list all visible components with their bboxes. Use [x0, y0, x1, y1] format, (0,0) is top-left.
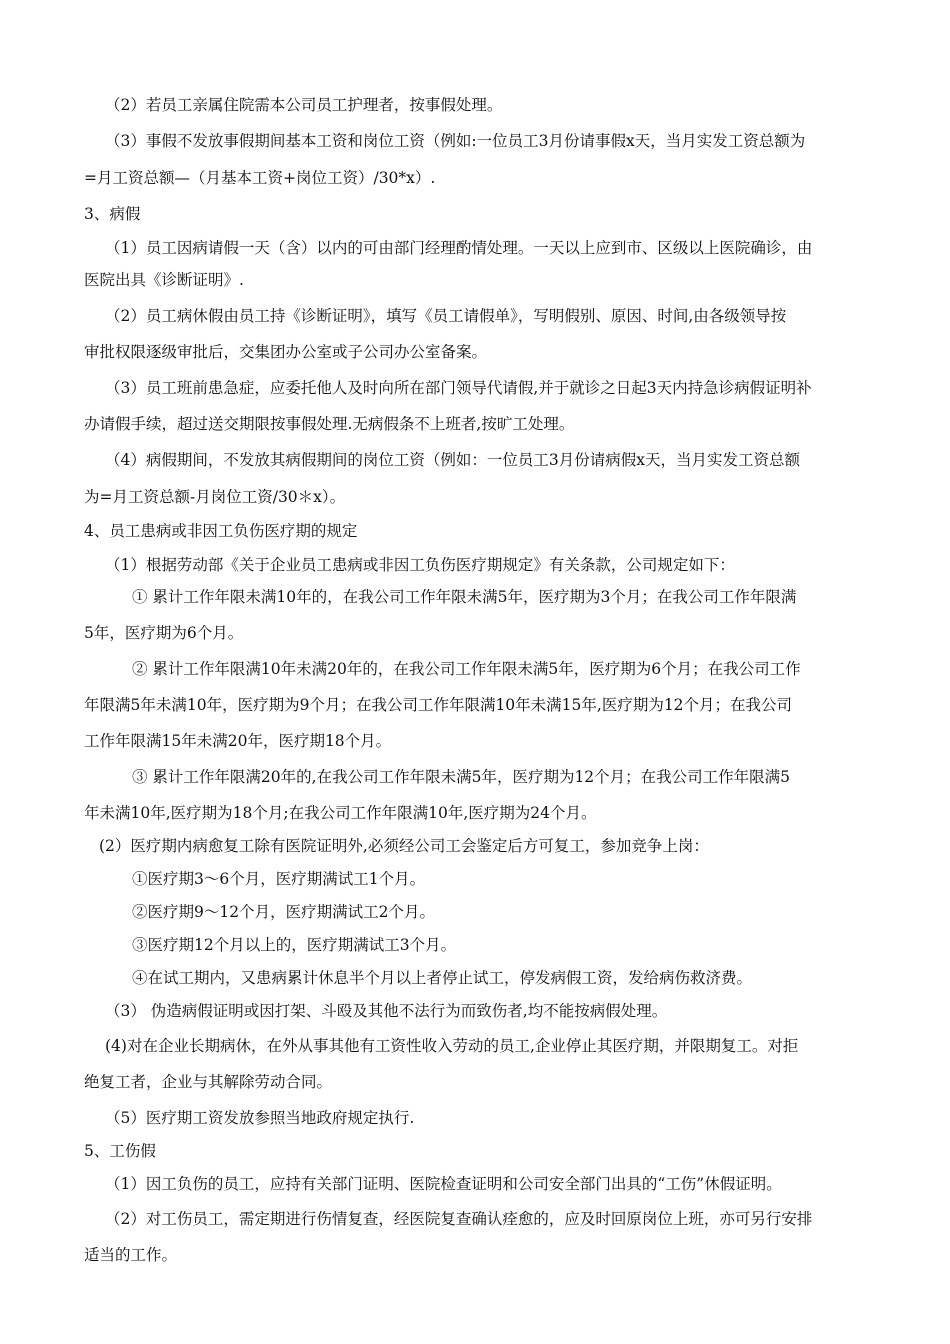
text-line: 办请假手续，超过送交期限按事假处理.无病假条不上班者,按旷工处理。	[84, 415, 575, 433]
text-line: 审批权限逐级审批后，交集团办公室或子公司办公室备案。	[84, 343, 488, 361]
text-line: （1）因工负伤的员工，应持有关部门证明、医院检查证明和公司安全部门出具的“工伤”休假证明。	[105, 1175, 782, 1193]
text-line: ①医疗期3～6个月，医疗期满试工1个月。	[132, 870, 426, 888]
text-line: 5年，医疗期为6个月。	[84, 624, 244, 642]
text-line: ④在试工期内，又患病累计休息半个月以上者停止试工，停发病假工资，发给病伤救济费。	[132, 969, 753, 987]
text-line: （2）若员工亲属住院需本公司员工护理者，按事假处理。	[105, 96, 503, 114]
text-line: （3）员工班前患急症，应委托他人及时向所在部门领导代请假,并于就诊之日起3天内持急诊病假证明补	[105, 379, 812, 397]
text-line: (2）医疗期内病愈复工除有医院证明外,必须经公司工会鉴定后方可复工，参加竞争上岗：	[99, 837, 709, 855]
text-line: 绝复工者，企业与其解除劳动合同。	[84, 1073, 333, 1091]
text-line: ② 累计工作年限满10年未满20年的，在我公司工作年限未满5年，医疗期为6个月；在我公司工作	[132, 660, 801, 678]
text-line: 为=月工资总额-月岗位工资/30＊x）。	[84, 488, 346, 506]
text-line: ②医疗期9～12个月，医疗期满试工2个月。	[132, 903, 435, 921]
text-line: （3）事假不发放事假期间基本工资和岗位工资（例如:一位员工3月份请事假x天，当月实发工资总额为	[105, 132, 806, 150]
text-line: （2）员工病休假由员工持《诊断证明》，填写《员工请假单》，写明假别、原因、时间,由各级领导按	[105, 307, 787, 325]
text-line: ③ 累计工作年限满20年的,在我公司工作年限未满5年，医疗期为12个月；在我公司工作年限满5	[132, 768, 791, 786]
text-line: 年未满10年,医疗期为18个月;在我公司工作年限满10年,医疗期为24个月。	[84, 804, 597, 822]
section-heading: 3、病假	[84, 205, 141, 223]
text-line: （4）病假期间，不发放其病假期间的岗位工资（例如：一位员工3月份请病假x天，当月实发工资总额	[105, 451, 800, 469]
text-line: （5）医疗期工资发放参照当地政府规定执行.	[105, 1109, 415, 1127]
text-line: 工作年限满15年未满20年，医疗期18个月。	[84, 732, 392, 750]
text-line: （2）对工伤员工，需定期进行伤情复查，经医院复查确认痊愈的，应及时回原岗位上班，亦可另行安排	[105, 1210, 813, 1228]
text-line: （1）根据劳动部《关于企业员工患病或非因工负伤医疗期规定》有关条款，公司规定如下：	[105, 556, 735, 574]
text-line: （1）员工因病请假一天（含）以内的可由部门经理酌情处理。一天以上应到市、区级以上医院确诊，由	[105, 239, 813, 257]
text-line: ③医疗期12个月以上的，医疗期满试工3个月。	[132, 936, 457, 954]
text-line: 适当的工作。	[84, 1246, 178, 1264]
section-heading: 4、员工患病或非因工负伤医疗期的规定	[84, 522, 358, 540]
text-line: （3） 伪造病假证明或因打架、斗殴及其他不法行为而致伤者,均不能按病假处理。	[105, 1002, 668, 1020]
text-line: (4)对在企业长期病休，在外从事其他有工资性收入劳动的员工,企业停止其医疗期，并限期复工。对拒	[105, 1037, 799, 1055]
text-line: ① 累计工作年限未满10年的，在我公司工作年限未满5年，医疗期为3个月；在我公司工作年限满	[132, 588, 797, 606]
text-line: =月工资总额—（月基本工资+岗位工资）/30*x）.	[84, 169, 436, 187]
section-heading: 5、工伤假	[84, 1142, 156, 1160]
text-line: 医院出具《诊断证明》.	[84, 271, 244, 289]
text-line: 年限满5年未满10年，医疗期为9个月；在我公司工作年限满10年未满15年,医疗期为12个月；在我公司	[84, 696, 793, 714]
